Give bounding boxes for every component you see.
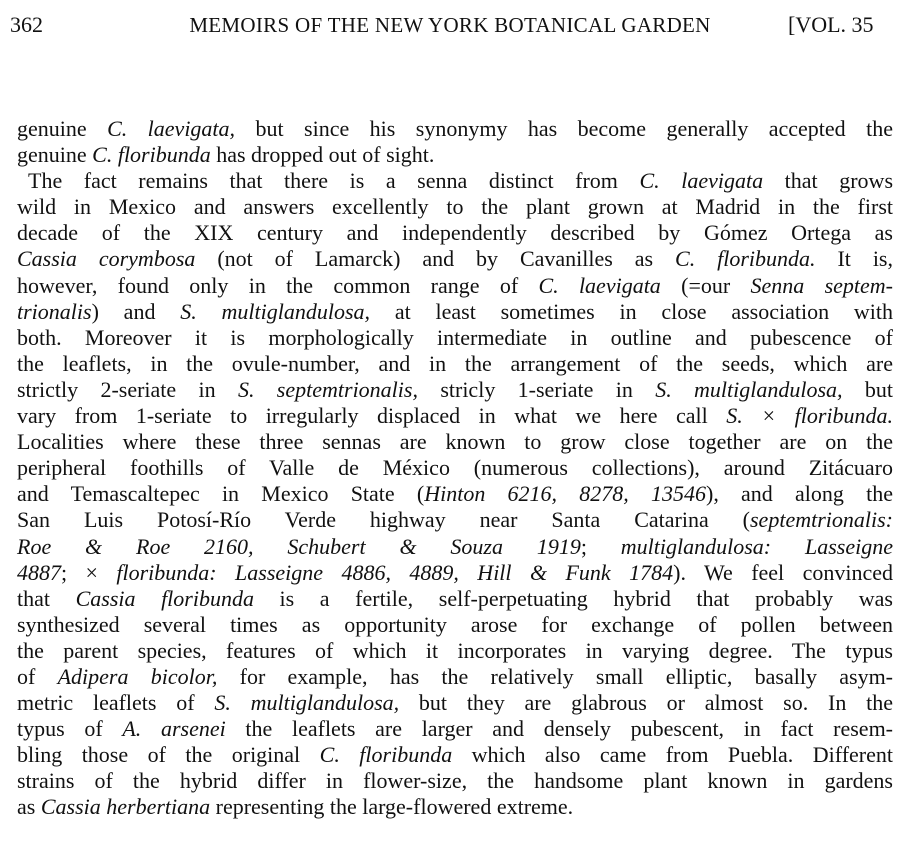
italic-text: 4887 [17,559,61,585]
text-segment: It is, [815,246,893,272]
text-segment: The fact remains that there is a senna distinct from [28,168,640,194]
text-line [17,116,893,142]
text-segment: strictly 2-seriate in [17,376,238,402]
text-segment: but they are glabrous or almost so. In the [399,690,893,716]
italic-text: Adipera bicolor, [57,663,218,689]
text-segment: (not of Lamarck) and by Cavanilles as [195,246,676,272]
text-segment: at least sometimes in close association with [370,298,894,324]
italic-text: A. arsenei [122,716,226,742]
text-segment: and Temascaltepec in Mexico State ( [17,481,425,507]
italic-text: S. multiglandulosa, [214,690,400,716]
text-line [17,194,893,220]
italic-text: C. laevigata [639,168,764,194]
body-text [17,116,893,821]
text-line [17,768,893,794]
text-line [17,455,893,481]
italic-text: C. floribunda [319,742,453,768]
text-segment: of [17,663,58,689]
italic-text: C. laevigata [538,272,661,298]
italic-text: Cassia corymbosa [17,246,196,272]
text-segment: vary from 1-seriate to irregularly displaced in what we here call [17,403,727,429]
text-line [17,299,893,325]
text-segment: the parent species, features of which it incorporates in varying degree. The typus [17,637,893,663]
italic-text: S. multiglandulosa, [180,298,371,324]
text-segment: ). We feel convinced [673,559,893,585]
italic-text: S. septemtrionalis, [237,376,418,402]
text-segment: both. Moreover it is morphologically intermediate in outline and pubescence of [17,324,893,350]
text-segment: that [17,585,76,611]
text-line [17,351,893,377]
text-line [17,325,893,351]
text-line [17,403,893,429]
text-segment: strains of the hybrid differ in flower-size, the handsome plant known in gardens [17,768,893,794]
text-segment: stricly 1-seriate in [417,376,656,402]
italic-text: Senna septem- [750,272,893,298]
page-number: 362 [10,12,43,37]
text-line [17,690,893,716]
text-line [17,220,893,246]
text-segment: ; × [61,559,117,585]
text-segment: (=our [660,272,751,298]
text-segment: ), and along the [706,481,893,507]
text-segment: ; [580,533,621,559]
italic-text: C. laevigata, [107,116,236,141]
text-segment: San Luis Potosí-Río Verde highway near Santa Catarina ( [17,507,750,533]
italic-text: Roe & Roe 2160, Schubert & Souza 1919 [17,533,581,559]
text-segment: but [842,376,893,402]
text-segment: genuine [17,142,93,168]
text-line [17,560,893,586]
text-segment: that grows [763,168,894,194]
italic-text: trionalis [17,298,92,324]
text-segment: ) and [91,298,181,324]
text-line [17,638,893,664]
text-segment: the leaflets, in the ovule-number, and in the arrangement of the seeds, which are [17,350,893,376]
text-segment: however, found only in the common range of [17,272,539,298]
text-line [17,507,893,533]
italic-text: S. × floribunda. [726,403,894,429]
italic-text: Cassia herbertiana [40,794,211,820]
text-segment: is a fertile, self-perpetuating hybrid that probably was [253,585,893,611]
italic-text: C. floribunda. [675,246,816,272]
text-segment: wild in Mexico and answers excellently to the plant grown at Madrid in the first [17,194,893,220]
text-line [17,429,893,455]
text-line [17,664,893,690]
text-line [17,377,893,403]
text-segment: metric leaflets of [17,690,215,716]
italic-text: Hinton 6216, 8278, 13546 [424,481,706,507]
text-line [17,742,893,768]
text-segment: which also came from Puebla. Different [452,742,893,768]
text-line [17,481,893,507]
italic-text: Cassia floribunda [75,585,254,611]
text-segment: synthesized several times as opportunity arose for exchange of pollen between [17,611,893,637]
text-line [17,716,893,742]
italic-text: floribunda: Lasseigne 4886, 4889, Hill & Funk 1784 [116,559,674,585]
running-title: MEMOIRS OF THE NEW YORK BOTANICAL GARDEN [189,13,711,37]
text-line [17,534,893,560]
text-line [17,168,893,194]
italic-text: S. multiglandulosa, [655,376,843,402]
text-line [17,794,893,820]
italic-text: septemtrionalis: [750,507,893,533]
text-line [17,246,893,272]
text-segment: typus of [17,716,123,742]
text-line [17,142,893,168]
text-line [17,586,893,612]
italic-text: C. floribunda [92,142,211,168]
italic-text: multiglandulosa: Lasseigne [620,533,893,559]
text-segment: peripheral foothills of Valle de México (numerous collections), around Zitácuaro [17,455,893,481]
text-line [17,612,893,638]
volume-label: [VOL. 35 [788,12,874,37]
text-segment: the leaflets are larger and densely pubescent, in fact resem- [225,716,894,742]
text-segment: genuine [17,116,108,141]
text-segment: for example, has the relatively small elliptic, basally asym- [217,663,894,689]
text-segment: decade of the XIX century and independently described by Gómez Ortega as [17,220,893,246]
text-segment: as [17,794,41,820]
text-segment: representing the large-flowered extreme. [210,794,574,820]
text-segment: bling those of the original [17,742,320,768]
text-segment: has dropped out of sight. [210,142,435,168]
text-line [17,273,893,299]
text-segment: Localities where these three sennas are known to grow close together are on the [17,429,893,455]
text-segment: but since his synonymy has become generally accepted the [235,116,893,141]
